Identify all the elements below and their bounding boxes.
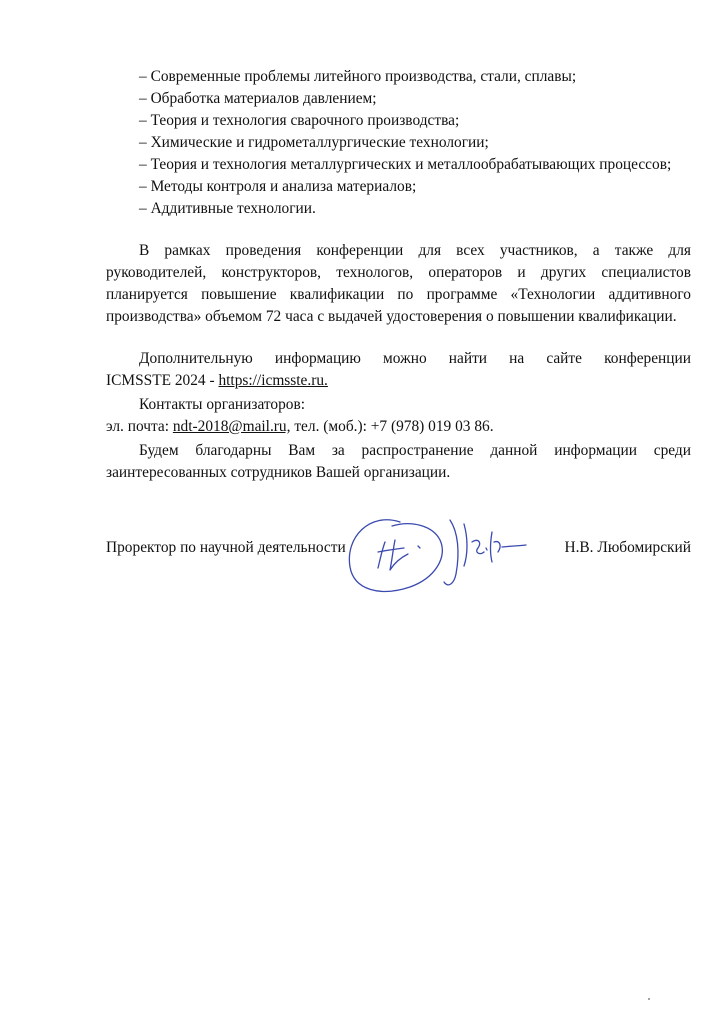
info-line-2: ICMSSTE 2024 - https://icmsste.ru. <box>106 372 328 389</box>
contacts-block <box>106 394 691 438</box>
closing-paragraph <box>106 440 691 484</box>
topic-item: – Современные проблемы литейного производства, стали, сплавы; <box>139 68 577 85</box>
training-text: В рамках проведения конференции для всех участников, а также для руководителей, конструкторов, технологов, операторов и других специалистов планируется повышение квалификации по программе «Технологии аддитивного производства» объемом 72 часа с выдачей удостоверения о повышении квалификации. <box>106 242 691 325</box>
info-line: Дополнительную информацию можно найти на сайте конференции <box>139 350 691 367</box>
closing-text: Будем благодарны Вам за распространение данной информации среди заинтересованных сотрудников Вашей организации. <box>106 442 691 481</box>
topic-item: – Методы контроля и анализа материалов; <box>139 178 417 195</box>
contacts-line: эл. почта: ndt-2018@mail.ru, тел. (моб.): +7 (978) 019 03 86. <box>106 418 494 435</box>
topics-list <box>106 66 691 220</box>
website-link[interactable]: https://icmsste.ru. <box>218 372 328 389</box>
handwritten-signature <box>340 502 530 602</box>
info-paragraph <box>106 348 691 392</box>
phone-text: тел. (моб.): +7 (978) 019 03 86. <box>290 418 494 435</box>
training-paragraph <box>106 240 691 328</box>
topic-item: – Теория и технология сварочного производства; <box>139 112 460 129</box>
list-dash: – <box>139 178 147 195</box>
list-dash: – <box>139 68 147 85</box>
topic-item: – Теория и технология металлургических и металлообрабатывающих процессов; <box>139 156 672 173</box>
list-dash: – <box>139 90 147 107</box>
signatory-name: Н.В. Любомирский <box>564 539 691 556</box>
scan-speck <box>648 998 650 1000</box>
topic-item: – Обработка материалов давлением; <box>139 90 377 107</box>
topic-item: – Аддитивные технологии. <box>139 200 316 217</box>
list-dash: – <box>139 156 147 173</box>
topic-item: – Химические и гидрометаллургические технологии; <box>139 134 489 151</box>
list-dash: – <box>139 200 147 217</box>
contacts-heading: Контакты организаторов: <box>139 396 306 413</box>
email-link[interactable]: ndt-2018@mail.ru, <box>172 418 291 435</box>
signatory-title: Проректор по научной деятельности <box>106 539 346 556</box>
list-dash: – <box>139 134 147 151</box>
list-dash: – <box>139 112 147 129</box>
